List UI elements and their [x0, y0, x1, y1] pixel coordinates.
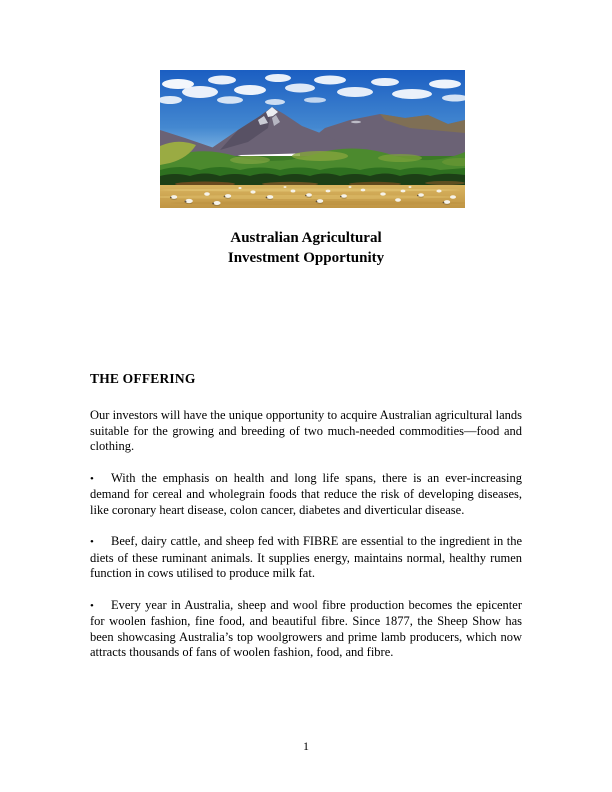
page-number: 1 — [303, 739, 309, 753]
document-body — [90, 371, 522, 677]
bullet-text: With the emphasis on health and long life spans, there is an ever-increasing demand for cereal and wholegrain foods that reduce the risk of developing diseases, like coronary heart disease, colon cancer, diabetes and diverticular disease. — [90, 470, 522, 517]
bullet-marker: • — [90, 536, 94, 548]
bullet-text: Every year in Australia, sheep and wool fibre production becomes the epicenter for woolen fashion, fine food, and beautiful fibre. Since 1877, the Sheep Show has been showcasing Australia’s top woolgrowers and prime lamb producers, which now attracts thousands of fans of woolen fashion, food, and fibre. — [90, 597, 522, 659]
intro-paragraph: Our investors will have the unique opportunity to acquire Australian agricultural lands suitable for the growing and breeding of two much-needed commodities—food and clothing. — [90, 408, 522, 453]
bullet-item — [90, 471, 522, 519]
title-line-2: Investment Opportunity — [227, 250, 385, 266]
title-line-1: Australian Agricultural — [230, 230, 382, 246]
document-title — [0, 228, 612, 268]
section-heading: THE OFFERING — [90, 371, 196, 386]
bullet-marker: • — [90, 472, 94, 485]
bullet-item — [90, 534, 522, 582]
bullet-text: Beef, dairy cattle, and sheep fed with FIBRE are essential to the ingredient in the diets of these ruminant animals. It supplies energy, maintains normal, healthy rumen function in cows utilised to produce milk fat. — [90, 534, 522, 580]
bullet-item — [90, 598, 522, 661]
hero-photo — [160, 70, 465, 208]
bullet-marker: • — [90, 599, 94, 612]
pasture-field — [160, 185, 465, 208]
